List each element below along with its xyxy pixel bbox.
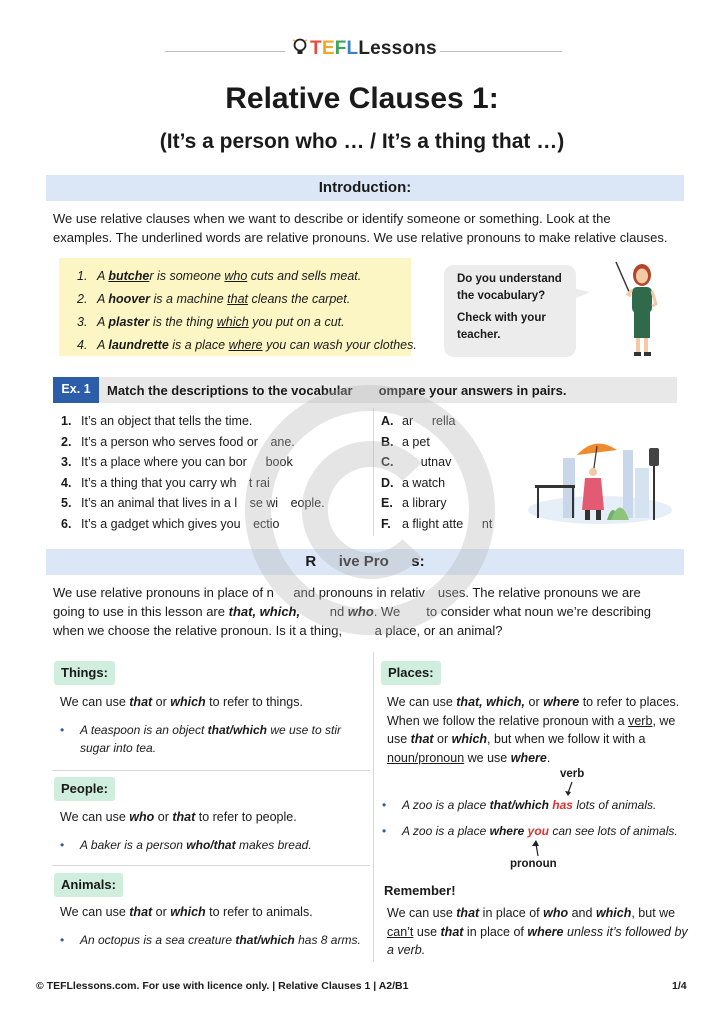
logo-rule-right bbox=[440, 51, 562, 52]
question-item: 4. It’s a thing that you carry wh t rai bbox=[61, 475, 270, 490]
remember-text: We can use that in place of who and which, but we can’t use that in place of where unless it’s followed by a verb. bbox=[387, 906, 688, 957]
question-item: 3. It’s a place where you can bor book bbox=[61, 455, 293, 469]
bubble-answer: Check with your teacher. bbox=[457, 312, 546, 341]
teflessons-logo: TEFLLessons bbox=[292, 38, 437, 60]
things-example: • A teaspoon is an object that/which we use to stir sugar into tea. bbox=[60, 723, 342, 755]
examples-list bbox=[77, 265, 417, 357]
animals-example: • An octopus is a sea creature that/which has 8 arms. bbox=[60, 933, 361, 947]
footer-text: © TEFLlessons.com. For use with licence only. | Relative Clauses 1 | A2/B1 bbox=[36, 980, 409, 992]
question-item: 6. It’s a gadget which gives you ectio bbox=[61, 516, 280, 531]
example-item: 2. A hoover is a machine that cleans the carpet. bbox=[77, 292, 351, 306]
logo-rule-left bbox=[165, 51, 285, 52]
arrow-up-icon bbox=[528, 840, 542, 858]
question-item: 1. It’s an object that tells the time. bbox=[61, 414, 253, 428]
exercise-instruction: Match the descriptions to the vocabular ompare your answers in pairs. bbox=[107, 383, 567, 398]
example-item: 4. A laundrette is a place where you can wash your clothes. bbox=[77, 338, 417, 352]
places-example-1: • A zoo is a place that/which has lots of animals. bbox=[382, 798, 657, 812]
page-subtitle: (It’s a person who … / It’s a thing that …) bbox=[159, 130, 565, 153]
answer-item: B. a pet bbox=[381, 434, 430, 449]
pronouns-text: We use relative pronouns in place of n and pronouns in relativ uses. The relative pronouns we are going to use in this lesson are that, which, nd who. We to consider what noun we’re describing when we choose the relative pronoun. Is it a thing, a place, or an animal? bbox=[53, 585, 652, 638]
pronoun-annotation: pronoun bbox=[510, 858, 557, 870]
intro-heading: Introduction: bbox=[46, 175, 684, 201]
answer-item: F. a flight atte nt bbox=[381, 516, 493, 531]
lightbulb-icon bbox=[292, 38, 308, 56]
speech-bubble bbox=[444, 265, 576, 357]
intro-text: We use relative clauses when we want to describe or identify someone or something. Look at the examples. The underlined words are relative pronouns. We use relative pronouns to make relative clauses. bbox=[53, 211, 668, 245]
things-label: Things: bbox=[54, 661, 115, 685]
page-title: Relative Clauses 1: bbox=[225, 82, 499, 115]
verb-annotation: verb bbox=[560, 768, 585, 780]
animals-label: Animals: bbox=[54, 873, 123, 897]
places-example-2: • A zoo is a place where you can see lots of animals. bbox=[382, 824, 678, 838]
people-rule: We can use who or that to refer to people. bbox=[60, 810, 297, 824]
example-item: 3. A plaster is the thing which you put on a cut. bbox=[77, 315, 345, 329]
people-label: People: bbox=[54, 777, 115, 801]
bubble-question: Do you understand the vocabulary? bbox=[457, 273, 562, 302]
copyright-watermark bbox=[240, 380, 500, 640]
section-divider bbox=[52, 770, 370, 771]
places-rule: We can use that, which, or where to refer to places. When we follow the relative pronoun with a verb, we use that or which, but when we follow it with a noun/pronoun we use where. bbox=[387, 695, 680, 765]
places-label: Places: bbox=[381, 661, 441, 685]
umbrella-illustration bbox=[525, 430, 675, 525]
exercise-tag: Ex. 1 bbox=[53, 377, 99, 403]
animals-rule: We can use that or which to refer to animals. bbox=[60, 905, 313, 919]
arrow-down-icon bbox=[562, 781, 576, 797]
answer-item: E. a library bbox=[381, 496, 447, 510]
remember-heading: Remember! bbox=[384, 883, 456, 898]
pronouns-heading: R ive Pro s: bbox=[46, 549, 684, 575]
bubble-tail bbox=[572, 286, 592, 306]
section-divider bbox=[52, 865, 370, 866]
example-item: 1. A butcher is someone who cuts and sells meat. bbox=[77, 269, 362, 283]
answer-item: A. ar rella bbox=[381, 414, 456, 428]
answer-item: C. utnav bbox=[381, 455, 452, 469]
column-divider bbox=[373, 652, 374, 962]
answer-item: D. a watch bbox=[381, 475, 446, 490]
teacher-illustration bbox=[612, 258, 662, 358]
page-number: 1/4 bbox=[672, 980, 687, 992]
people-example: • A baker is a person who/that makes bread. bbox=[60, 838, 312, 852]
question-item: 2. It’s a person who serves food or ane. bbox=[61, 434, 295, 449]
question-item: 5. It’s an animal that lives in a l se wi eople. bbox=[61, 496, 325, 510]
things-rule: We can use that or which to refer to things. bbox=[60, 695, 303, 709]
